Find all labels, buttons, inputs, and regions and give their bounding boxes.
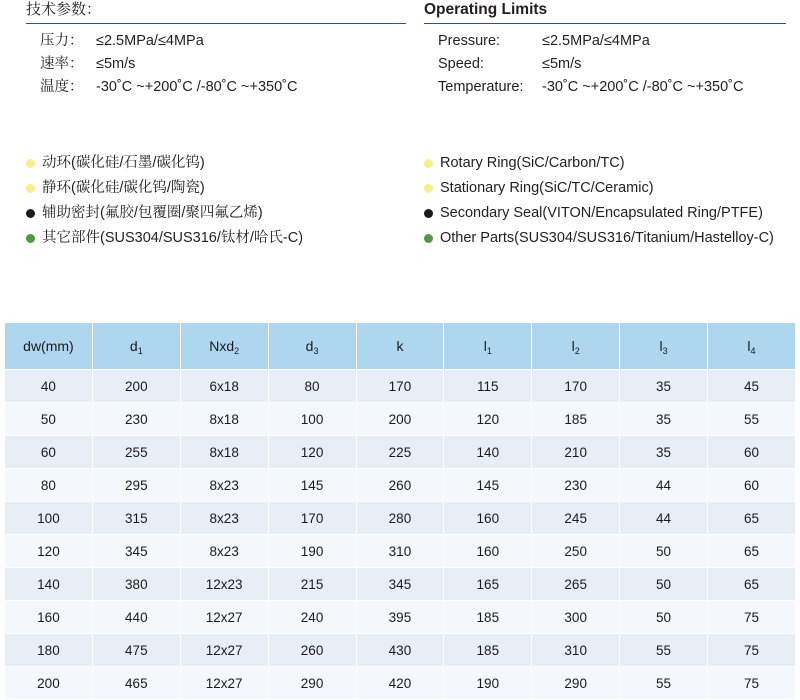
- spec-value: ≤5m/s: [542, 56, 582, 72]
- spec-label: 温度：: [40, 79, 84, 95]
- spec-value: ≤2.5MPa/≤4MPa: [96, 33, 204, 49]
- cell: 12x27: [180, 634, 268, 667]
- cell: 475: [92, 634, 180, 667]
- cell: 315: [92, 502, 180, 535]
- cell: 60: [708, 436, 796, 469]
- cell: 230: [532, 469, 620, 502]
- header-text: dw(mm): [23, 338, 74, 354]
- spec-label: Pressure:: [438, 33, 501, 49]
- column-header-l4: [708, 323, 796, 370]
- table-body: [5, 370, 796, 700]
- table-header: [5, 323, 796, 370]
- material-item: [424, 176, 786, 201]
- cell: 100: [268, 403, 356, 436]
- cell: 190: [268, 535, 356, 568]
- material-item: [26, 226, 406, 251]
- cell: 265: [532, 568, 620, 601]
- material-label: 动环(碳化硅/石墨/碳化钨): [42, 155, 205, 171]
- cell: 8x18: [180, 403, 268, 436]
- bullet-icon: [26, 234, 35, 243]
- header-text: k: [396, 338, 404, 354]
- cell: 120: [5, 535, 93, 568]
- cell: 145: [268, 469, 356, 502]
- cell: 40: [5, 370, 93, 403]
- cell: 145: [444, 469, 532, 502]
- cell: 12x27: [180, 601, 268, 634]
- cell: 60: [5, 436, 93, 469]
- header-subscript: 3: [313, 346, 319, 356]
- table-header-row: [5, 323, 796, 370]
- header-text: l: [483, 338, 487, 354]
- column-header-nxd2: [180, 323, 268, 370]
- material-label: Other Parts(SUS304/SUS316/Titanium/Hastelloy-C): [440, 230, 774, 246]
- spec-row-pressure-cn: [26, 30, 406, 53]
- cell: 310: [532, 634, 620, 667]
- cell: 200: [5, 667, 93, 700]
- material-label: Rotary Ring(SiC/Carbon/TC): [440, 155, 625, 171]
- cell: 230: [92, 403, 180, 436]
- cell: 160: [444, 502, 532, 535]
- cell: 12x27: [180, 667, 268, 700]
- specs-divider-cn: [26, 23, 406, 24]
- cell: 140: [444, 436, 532, 469]
- table-row: [5, 535, 796, 568]
- spec-value: ≤5m/s: [96, 56, 136, 72]
- materials-column-cn: [26, 151, 406, 251]
- spec-row-temperature-cn: [26, 76, 406, 99]
- specifications-section: [0, 0, 800, 99]
- cell: 290: [268, 667, 356, 700]
- spec-row-temperature-en: [424, 76, 786, 99]
- cell: 185: [444, 634, 532, 667]
- material-item: [26, 151, 406, 176]
- cell: 250: [532, 535, 620, 568]
- cell: 225: [356, 436, 444, 469]
- column-header-l2: [532, 323, 620, 370]
- material-item: [26, 201, 406, 226]
- cell: 50: [5, 403, 93, 436]
- column-header-l3: [620, 323, 708, 370]
- cell: 55: [708, 403, 796, 436]
- cell: 8x23: [180, 469, 268, 502]
- header-text: Nxd: [209, 338, 235, 354]
- cell: 80: [268, 370, 356, 403]
- header-text: d: [129, 338, 138, 354]
- cell: 8x18: [180, 436, 268, 469]
- column-header-d3: [268, 323, 356, 370]
- bullet-icon: [26, 159, 35, 168]
- table-row: [5, 634, 796, 667]
- material-label: 其它部件(SUS304/SUS316/钛材/哈氏-C): [42, 230, 304, 246]
- cell: 295: [92, 469, 180, 502]
- header-subscript: 2: [234, 346, 240, 356]
- cell: 430: [356, 634, 444, 667]
- cell: 80: [5, 469, 93, 502]
- spec-label: Temperature:: [438, 79, 524, 95]
- cell: 75: [708, 601, 796, 634]
- cell: 8x23: [180, 535, 268, 568]
- cell: 44: [620, 469, 708, 502]
- header-text: d: [305, 338, 314, 354]
- cell: 45: [708, 370, 796, 403]
- cell: 190: [444, 667, 532, 700]
- material-item: [424, 151, 786, 176]
- cell: 185: [444, 601, 532, 634]
- spec-label: 速率：: [40, 56, 84, 72]
- dimensions-table-wrapper: [4, 322, 796, 700]
- materials-section: [0, 99, 800, 251]
- cell: 260: [268, 634, 356, 667]
- cell: 345: [356, 568, 444, 601]
- table-row: [5, 601, 796, 634]
- cell: 35: [620, 403, 708, 436]
- cell: 180: [5, 634, 93, 667]
- cell: 345: [92, 535, 180, 568]
- column-header-l1: [444, 323, 532, 370]
- cell: 50: [620, 535, 708, 568]
- spec-row-pressure-en: [424, 30, 786, 53]
- cell: 255: [92, 436, 180, 469]
- spec-label: Speed:: [438, 56, 484, 72]
- cell: 55: [620, 634, 708, 667]
- table-row: [5, 403, 796, 436]
- specs-title-cn: 技术参数：: [26, 1, 102, 18]
- table-row: [5, 469, 796, 502]
- header-subscript: 1: [486, 346, 492, 356]
- cell: 44: [620, 502, 708, 535]
- header-subscript: 4: [750, 346, 756, 356]
- spec-row-speed-en: [424, 53, 786, 76]
- column-header-dw: [5, 323, 93, 370]
- spec-value: -30˚C ~+200˚C /-80˚C ~+350˚C: [96, 79, 298, 95]
- cell: 50: [620, 568, 708, 601]
- cell: 465: [92, 667, 180, 700]
- bullet-icon: [424, 159, 433, 168]
- cell: 120: [268, 436, 356, 469]
- cell: 215: [268, 568, 356, 601]
- specifications-column-cn: [26, 0, 406, 99]
- cell: 290: [532, 667, 620, 700]
- spec-value: ≤2.5MPa/≤4MPa: [542, 33, 650, 49]
- bullet-icon: [424, 184, 433, 193]
- cell: 160: [5, 601, 93, 634]
- specs-divider-en: [424, 23, 786, 24]
- materials-column-en: [406, 151, 786, 251]
- cell: 120: [444, 403, 532, 436]
- specs-title-en: Operating Limits: [424, 1, 548, 18]
- column-header-k: [356, 323, 444, 370]
- spec-row-speed-cn: [26, 53, 406, 76]
- cell: 100: [5, 502, 93, 535]
- cell: 200: [356, 403, 444, 436]
- header-text: l: [659, 338, 663, 354]
- spec-value: -30˚C ~+200˚C /-80˚C ~+350˚C: [542, 79, 744, 95]
- cell: 60: [708, 469, 796, 502]
- bullet-icon: [26, 184, 35, 193]
- cell: 170: [356, 370, 444, 403]
- cell: 260: [356, 469, 444, 502]
- cell: 200: [92, 370, 180, 403]
- material-item: [424, 226, 786, 251]
- cell: 8x23: [180, 502, 268, 535]
- cell: 210: [532, 436, 620, 469]
- cell: 420: [356, 667, 444, 700]
- cell: 12x23: [180, 568, 268, 601]
- bullet-icon: [26, 209, 35, 218]
- cell: 280: [356, 502, 444, 535]
- header-text: l: [571, 338, 575, 354]
- header-subscript: 1: [137, 346, 143, 356]
- material-label: 静环(碳化硅/碳化钨/陶瓷): [42, 180, 205, 196]
- cell: 310: [356, 535, 444, 568]
- cell: 160: [444, 535, 532, 568]
- cell: 55: [620, 667, 708, 700]
- material-label: 辅助密封(氟胶/包覆圈/聚四氟乙烯): [42, 205, 263, 221]
- spec-label: 压力：: [40, 33, 84, 49]
- header-subscript: 2: [574, 346, 580, 356]
- column-header-d1: [92, 323, 180, 370]
- cell: 75: [708, 667, 796, 700]
- header-subscript: 3: [662, 346, 668, 356]
- table-row: [5, 667, 796, 700]
- cell: 240: [268, 601, 356, 634]
- cell: 245: [532, 502, 620, 535]
- material-item: [424, 201, 786, 226]
- specifications-column-en: [406, 0, 786, 99]
- table-row: [5, 568, 796, 601]
- table-row: [5, 370, 796, 403]
- cell: 395: [356, 601, 444, 634]
- cell: 75: [708, 634, 796, 667]
- cell: 185: [532, 403, 620, 436]
- cell: 35: [620, 370, 708, 403]
- cell: 440: [92, 601, 180, 634]
- material-label: Secondary Seal(VITON/Encapsulated Ring/PTFE): [440, 205, 763, 221]
- material-label: Stationary Ring(SiC/TC/Ceramic): [440, 180, 654, 196]
- cell: 35: [620, 436, 708, 469]
- cell: 65: [708, 535, 796, 568]
- cell: 380: [92, 568, 180, 601]
- bullet-icon: [424, 234, 433, 243]
- cell: 140: [5, 568, 93, 601]
- header-text: l: [747, 338, 751, 354]
- cell: 6x18: [180, 370, 268, 403]
- dimensions-table: [4, 322, 796, 700]
- bullet-icon: [424, 209, 433, 218]
- cell: 170: [532, 370, 620, 403]
- cell: 50: [620, 601, 708, 634]
- cell: 165: [444, 568, 532, 601]
- cell: 65: [708, 568, 796, 601]
- cell: 65: [708, 502, 796, 535]
- cell: 300: [532, 601, 620, 634]
- cell: 115: [444, 370, 532, 403]
- material-item: [26, 176, 406, 201]
- table-row: [5, 436, 796, 469]
- cell: 170: [268, 502, 356, 535]
- table-row: [5, 502, 796, 535]
